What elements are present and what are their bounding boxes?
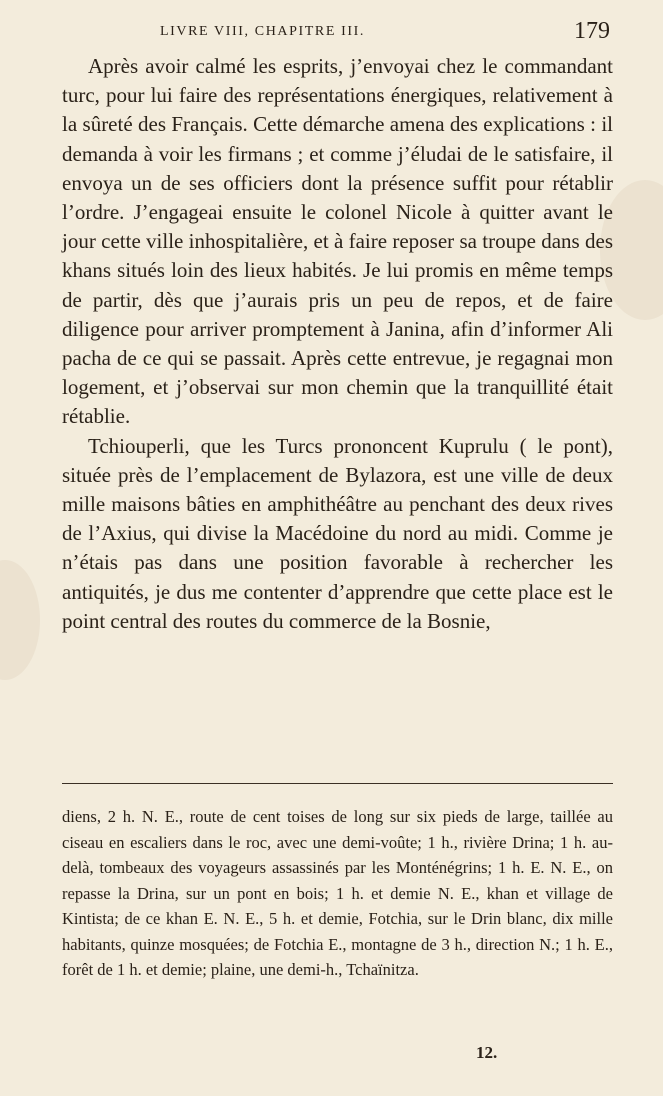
footnote-text: diens, 2 h. N. E., route de cent toises de long sur six pieds de large, taillée au ciseau en escaliers dans le roc, avec une demi-voûte; 1 h., rivière Drina; 1 h. au-delà, tombeaux des voyageurs assassinés par les Monténégrins; 1 h. E. N. E., on repasse la Drina, sur un pont en bois; 1 h. et demie N. E., khan et village de Kintista; de ce khan E. N. E., 5 h. et demie, Fotchia, sur le Drin blanc, dix mille habitants, quinze mosquées; de Fotchia E., montagne de 3 h., direction N.; 1 h. E., forêt de 1 h. et demie; plaine, une demi-h., Tchaïnitza. xyxy=(62,807,613,979)
main-text xyxy=(62,52,613,636)
paper-stain xyxy=(0,560,40,680)
running-title: LIVRE VIII, CHAPITRE III. xyxy=(160,24,365,39)
paragraph: Après avoir calmé les esprits, j’envoyai chez le commandant turc, pour lui faire des représentations énergiques, relativement à la sûreté des Français. Cette démarche amena des explications : il demanda à voir les firmans ; et comme j’éludai de le satisfaire, il envoya un de ses officiers dont la présence suffit pour rétablir l’ordre. J’engageai ensuite le colonel Nicole à quitter avant le jour cette ville inhospitalière, et à faire reposer sa troupe dans des khans situés loin des lieux habités. Je lui promis en même temps de partir, dès que j’aurais pris un peu de repos, et de faire diligence pour arriver promptement à Janina, afin d’informer Ali pacha de ce qui se passait. Après cette entrevue, je regagnai mon logement, et j’observai sur mon chemin que la tranquillité était rétablie. xyxy=(62,54,613,429)
paragraph: Tchiouperli, que les Turcs prononcent Kuprulu ( le pont), située près de l’emplacement de Bylazora, est une ville de deux mille maisons bâties en amphithéâtre au penchant des deux rives de l’Axius, qui divise la Macédoine du nord au midi. Comme je n’étais pas dans une position favorable à rechercher les antiquités, je dus me contenter d’apprendre que cette place est le point central des routes du commerce de la Bosnie, xyxy=(62,433,613,633)
signature-mark: 12. xyxy=(476,1043,498,1062)
footnote-separator xyxy=(62,783,613,784)
page-number: 179 xyxy=(574,18,610,44)
footnote xyxy=(62,804,613,983)
running-head xyxy=(0,18,663,48)
